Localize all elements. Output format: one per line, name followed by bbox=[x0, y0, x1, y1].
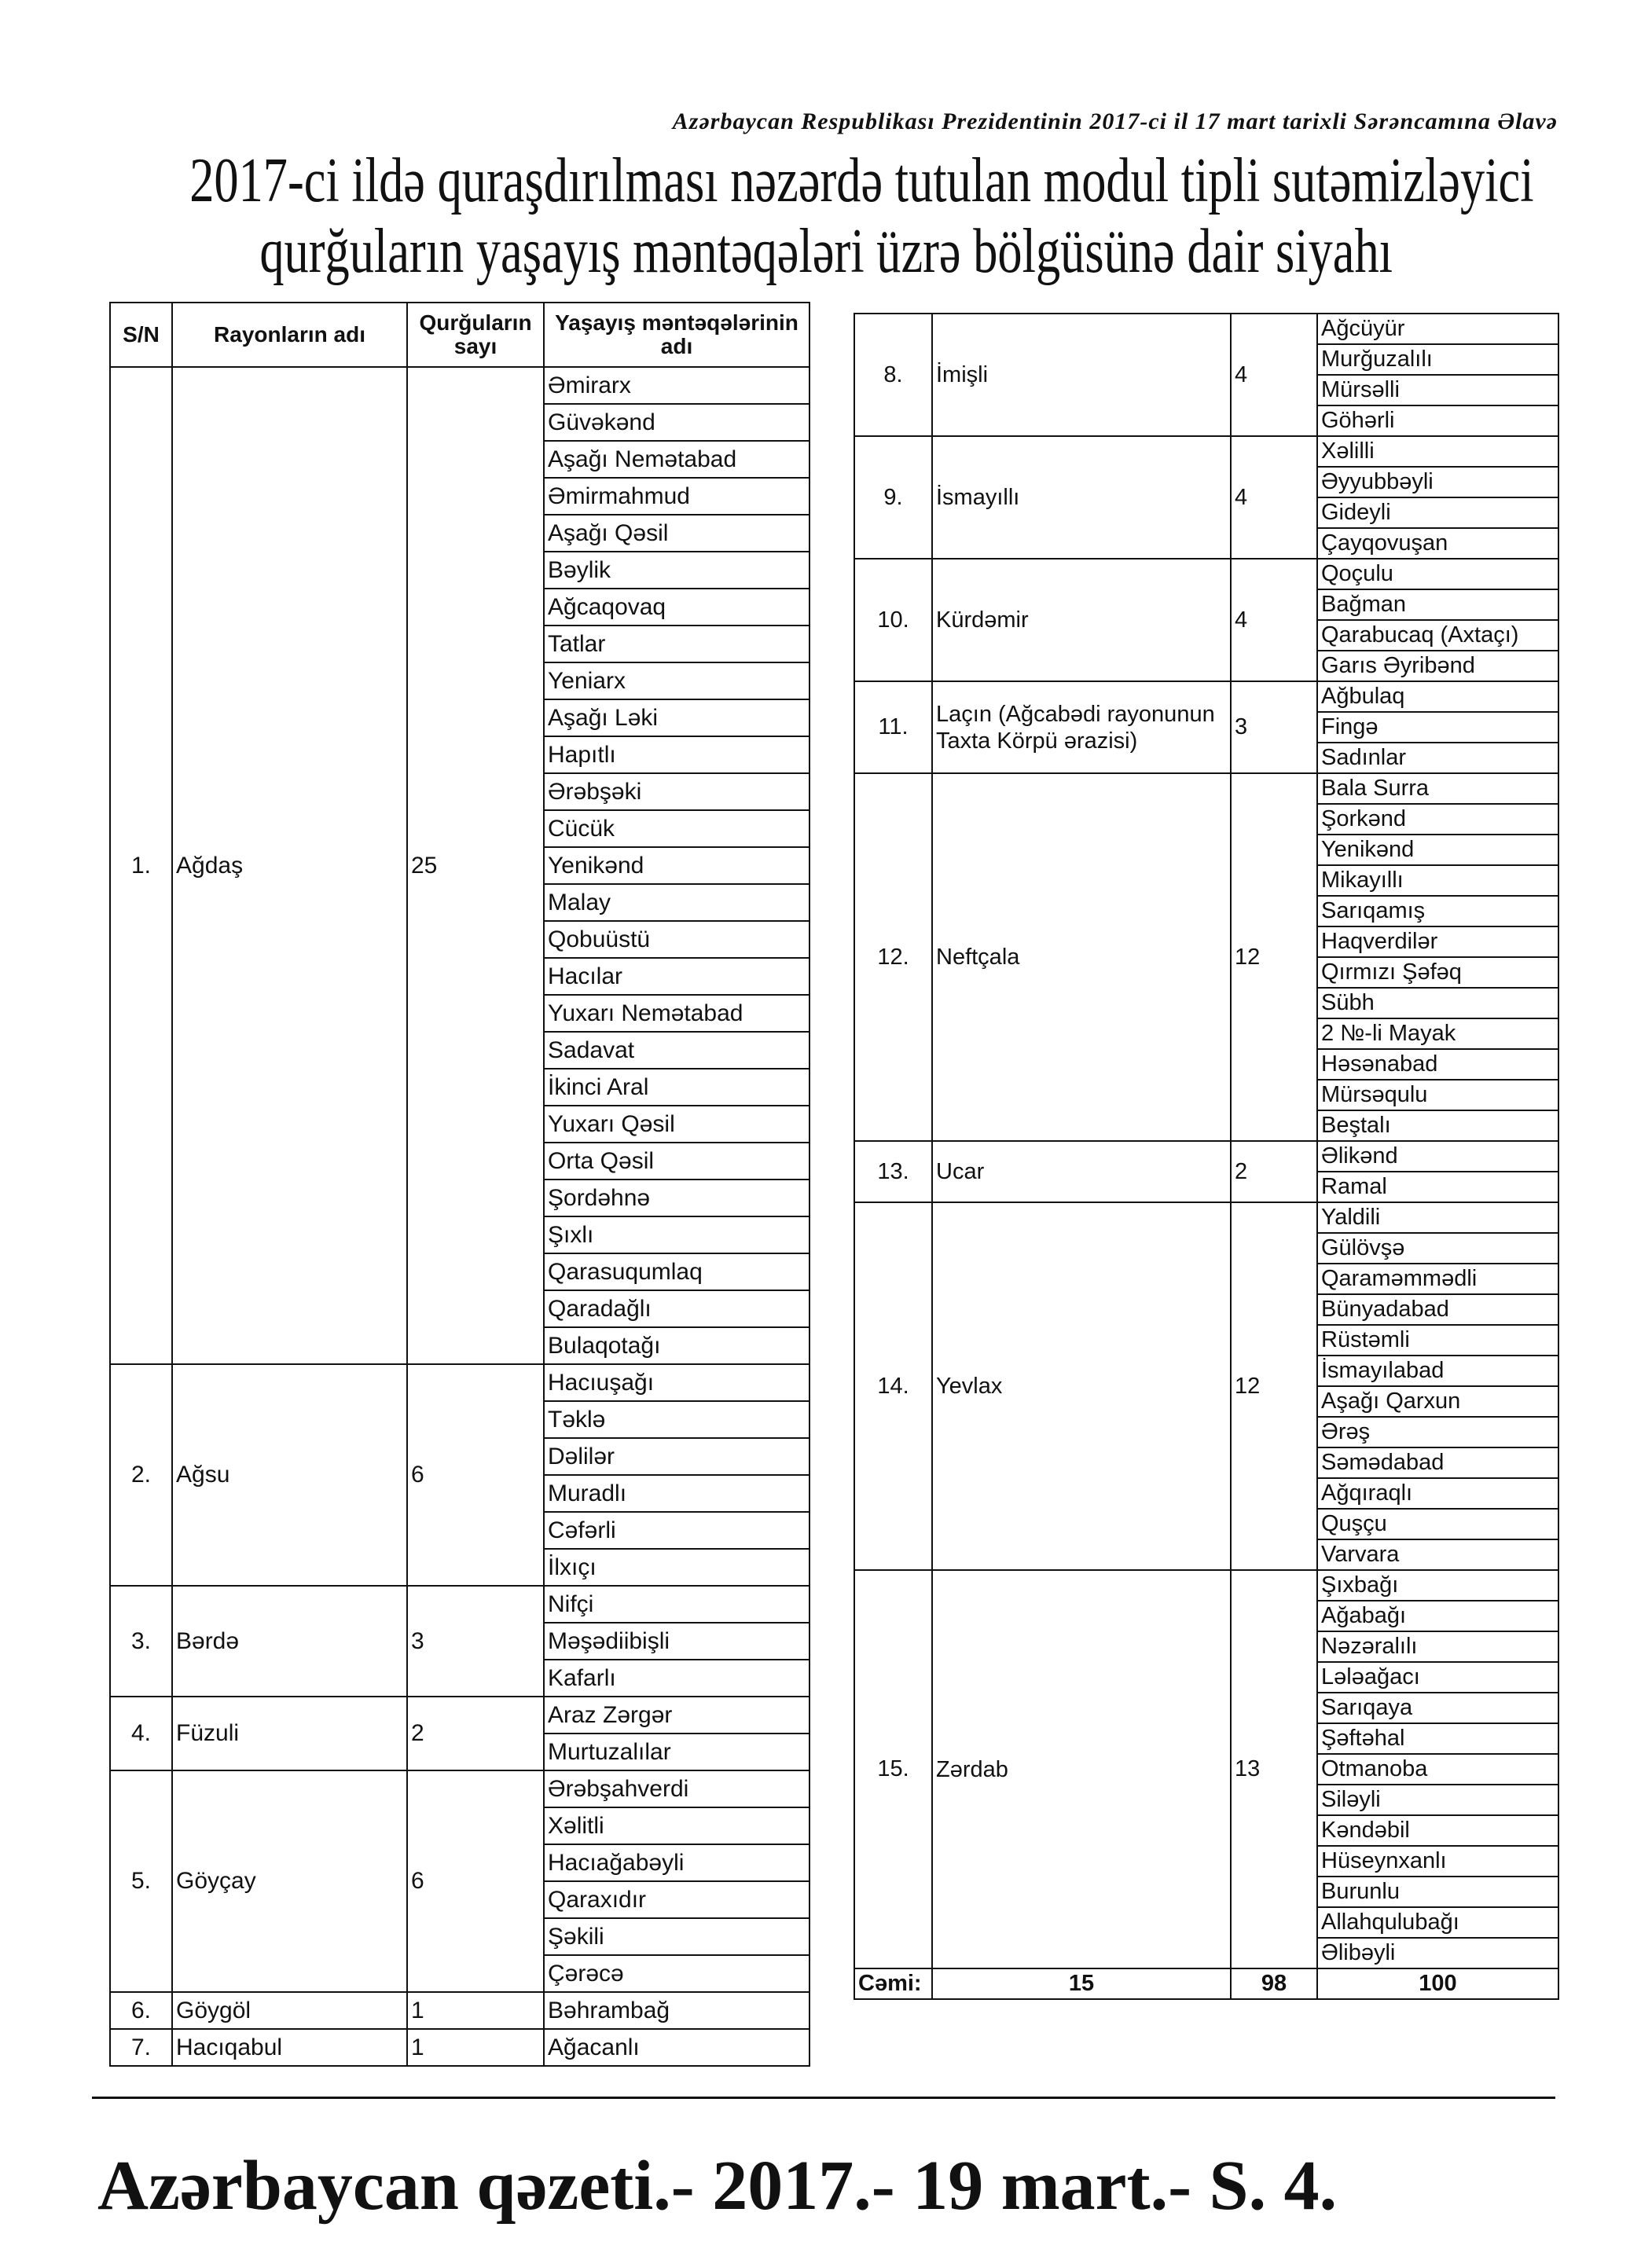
district-name: Göygöl bbox=[172, 1992, 407, 2029]
settlement-name: Əyyubbəyli bbox=[1317, 467, 1558, 497]
district-number: 11. bbox=[854, 681, 932, 773]
table-row bbox=[854, 559, 1558, 589]
district-name: Ağsu bbox=[172, 1364, 407, 1586]
settlement-name: Qırmızı Şəfəq bbox=[1317, 957, 1558, 988]
settlement-name: Şorkənd bbox=[1317, 804, 1558, 835]
district-name: İmişli bbox=[932, 314, 1231, 436]
settlement-name: Qarabucaq (Axtaçı) bbox=[1317, 620, 1558, 651]
district-number: 14. bbox=[854, 1202, 932, 1570]
district-name: Kürdəmir bbox=[932, 559, 1231, 681]
unit-count: 12 bbox=[1231, 773, 1317, 1141]
settlement-name: Güvəkənd bbox=[544, 404, 809, 441]
settlement-name: Çərəcə bbox=[544, 1955, 809, 1992]
district-number: 6. bbox=[110, 1992, 172, 2029]
unit-count: 6 bbox=[407, 1364, 544, 1586]
header-count: Qurğuların sayı bbox=[407, 303, 544, 367]
district-name: Göyçay bbox=[172, 1770, 407, 1992]
unit-count: 4 bbox=[1231, 314, 1317, 436]
settlement-name: Bünyadabad bbox=[1317, 1294, 1558, 1325]
district-name: Füzuli bbox=[172, 1697, 407, 1770]
settlement-name: Qaradağlı bbox=[544, 1290, 809, 1327]
settlement-table-right bbox=[854, 313, 1559, 2000]
settlement-name: Şəkili bbox=[544, 1918, 809, 1955]
table-row bbox=[110, 1697, 809, 1734]
settlement-name: Muradlı bbox=[544, 1475, 809, 1512]
district-number: 8. bbox=[854, 314, 932, 436]
header-settlements: Yaşayış məntəqələrinin adı bbox=[544, 303, 809, 367]
district-name: Ağdaş bbox=[172, 367, 407, 1364]
settlement-table-left bbox=[109, 302, 810, 2067]
total-districts: 15 bbox=[932, 1968, 1231, 1999]
settlement-name: Orta Qəsil bbox=[544, 1143, 809, 1180]
settlement-name: Murğuzalılı bbox=[1317, 344, 1558, 375]
settlement-name: Hacıuşağı bbox=[544, 1364, 809, 1401]
settlement-name: Allahqulubağı bbox=[1317, 1907, 1558, 1938]
settlement-name: Ağbulaq bbox=[1317, 681, 1558, 712]
total-label: Cəmi: bbox=[854, 1968, 932, 1999]
settlement-name: Ərəbşəki bbox=[544, 773, 809, 810]
settlement-name: Əmirmahmud bbox=[544, 478, 809, 515]
unit-count: 4 bbox=[1231, 436, 1317, 559]
settlement-name: Mürsəlli bbox=[1317, 375, 1558, 405]
settlement-name: Yenikənd bbox=[544, 847, 809, 884]
title-text-1: 2017-ci ildə quraşdırılması nəzərdə tutulan modul tipli sutəmizləyici bbox=[189, 146, 1534, 215]
settlement-name: Siləyli bbox=[1317, 1785, 1558, 1815]
settlement-name: Ərəş bbox=[1317, 1417, 1558, 1447]
settlement-name: Nifçi bbox=[544, 1586, 809, 1623]
header-sn: S/N bbox=[110, 303, 172, 367]
settlement-name: İlxıçı bbox=[544, 1549, 809, 1586]
document-title-line-1 bbox=[0, 145, 1652, 216]
settlement-name: Cücük bbox=[544, 810, 809, 847]
table-row bbox=[110, 1364, 809, 1401]
table-row bbox=[854, 314, 1558, 344]
settlement-name: Beştalı bbox=[1317, 1110, 1558, 1141]
table-row bbox=[854, 773, 1558, 804]
table-header-row bbox=[110, 303, 809, 367]
settlement-name: Qaraməmmədli bbox=[1317, 1264, 1558, 1294]
settlement-name: Şıxlı bbox=[544, 1216, 809, 1253]
district-name: Zərdab bbox=[932, 1570, 1231, 1968]
table-row bbox=[110, 2029, 809, 2066]
settlement-name: Aşağı Nemətabad bbox=[544, 441, 809, 478]
settlement-name: Xəlilli bbox=[1317, 436, 1558, 467]
settlement-name: Əmirarx bbox=[544, 367, 809, 404]
settlement-name: Göhərli bbox=[1317, 405, 1558, 436]
settlement-name: Cəfərli bbox=[544, 1512, 809, 1549]
settlement-name: Araz Zərgər bbox=[544, 1697, 809, 1734]
table-row bbox=[854, 1202, 1558, 1233]
settlement-name: Mürsəqulu bbox=[1317, 1080, 1558, 1110]
settlement-name: Ağacanlı bbox=[544, 2029, 809, 2066]
settlement-name: Hacılar bbox=[544, 958, 809, 995]
settlement-name: Mikayıllı bbox=[1317, 865, 1558, 896]
settlement-name: Bağman bbox=[1317, 589, 1558, 620]
settlement-name: Xəlitli bbox=[544, 1807, 809, 1844]
total-units: 98 bbox=[1231, 1968, 1317, 1999]
settlement-name: Aşağı Qəsil bbox=[544, 515, 809, 552]
settlement-name: Ağcaqovaq bbox=[544, 589, 809, 626]
settlement-name: Şəftəhal bbox=[1317, 1723, 1558, 1754]
settlement-name: İkinci Aral bbox=[544, 1069, 809, 1106]
settlement-name: Həsənabad bbox=[1317, 1049, 1558, 1080]
settlement-name: 2 №-li Mayak bbox=[1317, 1018, 1558, 1049]
settlement-name: Çayqovuşan bbox=[1317, 528, 1558, 559]
settlement-name: Sadavat bbox=[544, 1032, 809, 1069]
district-number: 1. bbox=[110, 367, 172, 1364]
unit-count: 4 bbox=[1231, 559, 1317, 681]
header-district: Rayonların adı bbox=[172, 303, 407, 367]
district-number: 3. bbox=[110, 1586, 172, 1697]
settlement-name: Tatlar bbox=[544, 626, 809, 662]
settlement-name: Yuxarı Qəsil bbox=[544, 1106, 809, 1143]
unit-count: 6 bbox=[407, 1770, 544, 1992]
district-name: Laçın (Ağcabədi rayonunun Taxta Körpü ərazisi) bbox=[932, 681, 1231, 773]
table-row bbox=[854, 681, 1558, 712]
district-number: 4. bbox=[110, 1697, 172, 1770]
settlement-name: Murtuzalılar bbox=[544, 1734, 809, 1770]
settlement-name: Ərəbşahverdi bbox=[544, 1770, 809, 1807]
settlement-name: Ağqıraqlı bbox=[1317, 1478, 1558, 1509]
settlement-name: Garıs Əyribənd bbox=[1317, 651, 1558, 681]
total-settlements: 100 bbox=[1317, 1968, 1558, 1999]
settlement-name: Otmanoba bbox=[1317, 1754, 1558, 1785]
settlement-name: Gülövşə bbox=[1317, 1233, 1558, 1264]
table-row bbox=[110, 367, 809, 404]
district-name: Yevlax bbox=[932, 1202, 1231, 1570]
district-number: 13. bbox=[854, 1141, 932, 1202]
district-name: İsmayıllı bbox=[932, 436, 1231, 559]
settlement-name: Bulaqotağı bbox=[544, 1327, 809, 1364]
unit-count: 1 bbox=[407, 1992, 544, 2029]
settlement-name: Qoçulu bbox=[1317, 559, 1558, 589]
settlement-name: Sübh bbox=[1317, 988, 1558, 1018]
settlement-name: Sarıqaya bbox=[1317, 1693, 1558, 1723]
district-number: 2. bbox=[110, 1364, 172, 1586]
settlement-name: Qobuüstü bbox=[544, 921, 809, 958]
district-number: 10. bbox=[854, 559, 932, 681]
table-row bbox=[854, 1570, 1558, 1601]
unit-count: 25 bbox=[407, 367, 544, 1364]
table-row bbox=[110, 1770, 809, 1807]
settlement-name: Şordəhnə bbox=[544, 1180, 809, 1216]
district-number: 9. bbox=[854, 436, 932, 559]
settlement-name: Qaraxıdır bbox=[544, 1881, 809, 1918]
settlement-name: Varvara bbox=[1317, 1539, 1558, 1570]
unit-count: 12 bbox=[1231, 1202, 1317, 1570]
settlement-name: Aşağı Ləki bbox=[544, 699, 809, 736]
unit-count: 2 bbox=[407, 1697, 544, 1770]
settlement-name: Gideyli bbox=[1317, 497, 1558, 528]
document-title-line-2 bbox=[0, 216, 1652, 287]
settlement-name: Hapıtlı bbox=[544, 736, 809, 773]
settlement-name: Ağcüyür bbox=[1317, 314, 1558, 344]
source-citation: Azərbaycan qəzeti.- 2017.- 19 mart.- S. 4. bbox=[97, 2147, 1338, 2225]
unit-count: 13 bbox=[1231, 1570, 1317, 1968]
district-number: 5. bbox=[110, 1770, 172, 1992]
settlement-name: Hacıağabəyli bbox=[544, 1844, 809, 1881]
settlement-name: Ramal bbox=[1317, 1172, 1558, 1202]
settlement-name: Əlibəyli bbox=[1317, 1938, 1558, 1968]
settlement-name: Yenikənd bbox=[1317, 835, 1558, 865]
settlement-name: Yuxarı Nemətabad bbox=[544, 995, 809, 1032]
unit-count: 3 bbox=[1231, 681, 1317, 773]
settlement-name: Malay bbox=[544, 884, 809, 921]
district-name: Hacıqabul bbox=[172, 2029, 407, 2066]
settlement-name: Kəndəbil bbox=[1317, 1815, 1558, 1846]
unit-count: 1 bbox=[407, 2029, 544, 2066]
settlement-name: Kafarlı bbox=[544, 1660, 809, 1697]
settlement-name: Təklə bbox=[544, 1401, 809, 1438]
total-row bbox=[854, 1968, 1558, 1999]
unit-count: 2 bbox=[1231, 1141, 1317, 1202]
settlement-name: Rüstəmli bbox=[1317, 1325, 1558, 1356]
district-number: 7. bbox=[110, 2029, 172, 2066]
settlement-name: Nəzəralılı bbox=[1317, 1631, 1558, 1662]
settlement-name: Lələağacı bbox=[1317, 1662, 1558, 1693]
settlement-name: İsmayılabad bbox=[1317, 1356, 1558, 1386]
settlement-name: Bala Surra bbox=[1317, 773, 1558, 804]
settlement-name: Fingə bbox=[1317, 712, 1558, 743]
settlement-name: Yaldili bbox=[1317, 1202, 1558, 1233]
district-name: Bərdə bbox=[172, 1586, 407, 1697]
settlement-name: Hüseynxanlı bbox=[1317, 1846, 1558, 1877]
settlement-name: Məşədiibişli bbox=[544, 1623, 809, 1660]
settlement-name: Sadınlar bbox=[1317, 743, 1558, 773]
district-name: Neftçala bbox=[932, 773, 1231, 1141]
annex-line: Azərbaycan Respublikası Prezidentinin 2017-ci il 17 mart tarixli Sərəncamına Əlavə bbox=[672, 108, 1558, 134]
settlement-name: Quşçu bbox=[1317, 1509, 1558, 1539]
unit-count: 3 bbox=[407, 1586, 544, 1697]
settlement-name: Şıxbağı bbox=[1317, 1570, 1558, 1601]
table-row bbox=[854, 436, 1558, 467]
settlement-name: Burunlu bbox=[1317, 1877, 1558, 1907]
settlement-name: Ağabağı bbox=[1317, 1601, 1558, 1631]
district-number: 12. bbox=[854, 773, 932, 1141]
settlement-name: Aşağı Qarxun bbox=[1317, 1386, 1558, 1417]
table-row bbox=[110, 1992, 809, 2029]
divider-line bbox=[92, 2097, 1555, 2099]
settlement-name: Qarasuqumlaq bbox=[544, 1253, 809, 1290]
table-row bbox=[110, 1586, 809, 1623]
district-name: Ucar bbox=[932, 1141, 1231, 1202]
settlement-name: Sarıqamış bbox=[1317, 896, 1558, 926]
settlement-name: Yeniarx bbox=[544, 662, 809, 699]
settlement-name: Bəylik bbox=[544, 552, 809, 589]
settlement-name: Əlikənd bbox=[1317, 1141, 1558, 1172]
title-text-2: qurğuların yaşayış məntəqələri üzrə bölgüsünə dair siyahı bbox=[259, 217, 1393, 286]
settlement-name: Haqverdilər bbox=[1317, 926, 1558, 957]
settlement-name: Bəhrambağ bbox=[544, 1992, 809, 2029]
table-row bbox=[854, 1141, 1558, 1172]
settlement-name: Səmədabad bbox=[1317, 1447, 1558, 1478]
settlement-name: Dəlilər bbox=[544, 1438, 809, 1475]
district-number: 15. bbox=[854, 1570, 932, 1968]
